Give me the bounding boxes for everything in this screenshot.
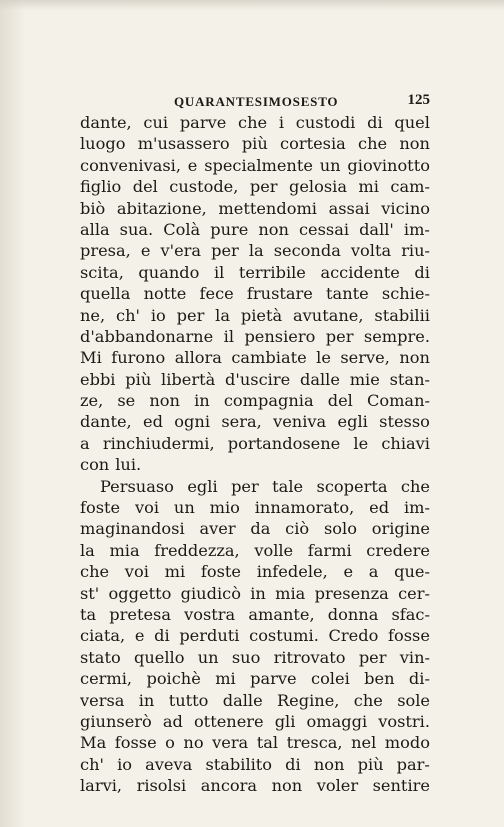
word: e [187, 155, 198, 175]
word: mia [109, 540, 140, 560]
word: non [313, 754, 345, 774]
word: d'uscire [225, 369, 291, 389]
word: per [249, 177, 278, 197]
word: fosse [114, 733, 157, 753]
word: frustare [246, 284, 313, 304]
text-line [80, 711, 430, 732]
text-line [80, 219, 430, 240]
word: giovinotto [347, 155, 430, 175]
word: ta [80, 604, 97, 624]
text-line [80, 647, 430, 668]
word: ch' [116, 305, 140, 325]
word: ed [369, 498, 390, 518]
text-line [80, 198, 430, 219]
word: egli [187, 476, 218, 496]
word: serve, [340, 348, 390, 368]
word: veniva [273, 412, 327, 432]
word: non [149, 391, 180, 411]
word: scoperta [316, 476, 388, 496]
word: quello [133, 647, 185, 667]
word: egli [337, 412, 368, 432]
word: un [319, 155, 341, 175]
word: cam- [390, 177, 430, 197]
word: un [197, 647, 219, 667]
word: stabilito [205, 754, 273, 774]
text-line [80, 262, 430, 283]
word: ze, [80, 391, 104, 411]
word: aver [199, 519, 236, 539]
word: in [194, 391, 210, 411]
text-line [80, 240, 430, 261]
word: costumi. [249, 626, 319, 646]
word: non [271, 776, 303, 796]
word: convenivasi, [80, 155, 181, 175]
word: omaggi [306, 711, 368, 731]
word: di [367, 113, 383, 132]
word: lui. [115, 455, 142, 475]
body-text [80, 112, 430, 797]
word: portandosene [227, 433, 341, 453]
word: credere [366, 540, 430, 560]
word: donna [327, 604, 379, 624]
word: sera, [221, 412, 262, 432]
word: la [80, 540, 95, 560]
word: ritrovato [273, 647, 346, 667]
text-line [80, 305, 430, 326]
word: figlio [80, 177, 122, 197]
text-line [80, 561, 430, 582]
word: parve [250, 669, 297, 689]
word: il [223, 326, 234, 346]
word: terribile [238, 262, 306, 282]
running-title: QUARANTESIMOSESTO [174, 94, 339, 109]
word: io [150, 305, 166, 325]
word: schie- [381, 284, 430, 304]
text-line [80, 690, 430, 711]
text-line [80, 112, 430, 133]
word: innamorato, [254, 498, 355, 518]
word: pietà [240, 305, 283, 325]
word: vostri. [378, 711, 430, 731]
word: foste [200, 562, 241, 582]
word: a [80, 433, 90, 453]
word: perduti [179, 626, 240, 646]
word: im- [403, 219, 430, 239]
word: quando [138, 262, 200, 282]
word: infedele, [256, 562, 328, 582]
word: custodi [295, 113, 356, 132]
text-line [80, 433, 430, 454]
word: sempre. [363, 326, 430, 346]
word: avutane, [293, 305, 364, 325]
word: nel [351, 733, 377, 753]
word: e [343, 562, 354, 582]
word: ottenere [193, 711, 264, 731]
page-number: 125 [407, 92, 430, 108]
text-line [80, 133, 430, 154]
word: ne, [80, 305, 106, 325]
word: giunserò [80, 711, 152, 731]
word: le [353, 433, 369, 453]
word: riu- [401, 241, 430, 261]
word: freddezza, [154, 540, 240, 560]
word: dalle [299, 369, 340, 389]
word: im- [403, 498, 430, 518]
word: sfac- [391, 604, 430, 624]
word: quel [394, 113, 430, 132]
word: se [117, 391, 136, 411]
word: quella [80, 284, 131, 304]
text-line [80, 604, 430, 625]
word: dall' [359, 219, 394, 239]
word: pure [210, 219, 249, 239]
word: dante, [80, 113, 132, 132]
word: del [132, 177, 158, 197]
word: Regine, [276, 690, 340, 710]
word: dalle [222, 690, 263, 710]
word: la [248, 241, 264, 261]
word: voler [316, 776, 359, 796]
word: io [117, 754, 133, 774]
word: foste [80, 498, 121, 518]
word: il [213, 262, 225, 282]
text-line [80, 540, 430, 561]
word: più [357, 754, 384, 774]
word: o [165, 733, 175, 753]
word: custode, [169, 177, 239, 197]
word: ciata, [80, 626, 126, 646]
word: che [80, 562, 110, 582]
word: cortesia [280, 134, 346, 154]
text-line [80, 390, 430, 411]
word: di [285, 754, 301, 774]
word: mie [349, 369, 380, 389]
word: amante, [248, 604, 315, 624]
word: di- [408, 669, 430, 689]
word: no [183, 733, 204, 753]
word: del [327, 391, 353, 411]
word: stabilii [374, 305, 430, 325]
word: d'abbandonarne [80, 326, 214, 346]
word: mi [215, 669, 236, 689]
word: seconda [273, 241, 341, 261]
word: la [215, 305, 230, 325]
word: risolsi [136, 776, 187, 796]
word: Coman- [366, 391, 430, 411]
word: Mi [80, 348, 102, 368]
word: vostra [184, 604, 236, 624]
word: e [140, 241, 151, 261]
word: che [353, 690, 383, 710]
word: per [211, 241, 239, 261]
text-line [80, 668, 430, 689]
word: ed [143, 412, 163, 432]
word: Ma [80, 733, 107, 753]
word: oggetto [108, 583, 172, 603]
word: ogni [174, 412, 210, 432]
text-line [80, 454, 430, 475]
word: chiavi [381, 433, 430, 453]
word: versa [80, 690, 125, 710]
word: più [125, 369, 152, 389]
word: Credo [328, 626, 379, 646]
word: larvi, [80, 776, 123, 796]
word: tal [256, 733, 279, 753]
word: cermi, [80, 669, 133, 689]
word: suo [231, 647, 261, 667]
word: vin- [399, 647, 430, 667]
word: di [414, 262, 430, 282]
word: aveva [145, 754, 193, 774]
word: non [258, 219, 289, 239]
word: farmi [307, 540, 352, 560]
text-line [80, 732, 430, 753]
word: dante, [80, 412, 132, 432]
word: notte [143, 284, 187, 304]
word: cambiate [231, 348, 307, 368]
page-header [116, 92, 438, 112]
text-line [80, 518, 430, 539]
word: e [134, 626, 145, 646]
word: abitazione, [116, 198, 207, 218]
word: i [278, 113, 285, 132]
word: gelosia [288, 177, 347, 197]
word: libertà [161, 369, 216, 389]
word: gli [274, 711, 296, 731]
text-line [80, 497, 430, 518]
word: volle [254, 540, 294, 560]
word: fosse [387, 626, 430, 646]
text-line [80, 476, 430, 497]
word: ebbi [80, 369, 116, 389]
word: solo [323, 519, 357, 539]
word: per [325, 326, 354, 346]
word: mi [164, 562, 186, 582]
word: colei [311, 669, 350, 689]
word: ch' [80, 754, 104, 774]
text-line [80, 369, 430, 390]
word: rinchiudermi, [102, 433, 215, 453]
word: modo [384, 733, 430, 753]
word: le [316, 348, 331, 368]
word: non [399, 348, 430, 368]
word: specialmente [204, 155, 313, 175]
word: per [231, 476, 259, 496]
text-line [80, 411, 430, 432]
word: accidente [320, 262, 400, 282]
word: luogo [80, 134, 126, 154]
text-line [80, 347, 430, 368]
word: compagnia [223, 391, 314, 411]
word: da [250, 519, 271, 539]
word: presa, [80, 241, 131, 261]
word: st' [80, 583, 100, 603]
word: origine [371, 519, 430, 539]
word: mio [209, 498, 240, 518]
word: ben [364, 669, 395, 689]
word: poichè [146, 669, 201, 689]
word: furono [111, 348, 166, 368]
word: ancora [200, 776, 258, 796]
word: fece [199, 284, 234, 304]
word: vicino [381, 198, 430, 218]
word: per [358, 647, 387, 667]
word: ad [162, 711, 183, 731]
word: tante [326, 284, 369, 304]
word: tutto [168, 690, 209, 710]
word: in [250, 583, 266, 603]
word: giudicò [180, 583, 241, 603]
word: sua. [119, 219, 154, 239]
word: vera [212, 733, 249, 753]
text-line [80, 155, 430, 176]
word: che [400, 476, 430, 496]
word: ciò [285, 519, 310, 539]
text-line [80, 583, 430, 604]
word: pensiero [244, 326, 316, 346]
word: mia [275, 583, 306, 603]
word: assai [328, 198, 370, 218]
word: voi [134, 498, 160, 518]
word: un [173, 498, 195, 518]
word: sole [397, 690, 430, 710]
word: tresca, [286, 733, 343, 753]
word: di [154, 626, 170, 646]
word: v'era [160, 241, 202, 261]
word: per [176, 305, 205, 325]
word: voi [124, 562, 149, 582]
word: stan- [389, 369, 430, 389]
text-line [80, 283, 430, 304]
word: stesso [379, 412, 430, 432]
word: a [368, 562, 379, 582]
word: cer- [398, 583, 430, 603]
word: in [138, 690, 155, 710]
word: cui [143, 113, 169, 132]
word: stato [80, 647, 121, 667]
text-line [80, 775, 430, 796]
text-line [80, 326, 430, 347]
word: parve [179, 113, 227, 132]
word: presenza [314, 583, 389, 603]
word: maginandosi [80, 519, 185, 539]
word: cessai [298, 219, 350, 239]
word: m'usassero [137, 134, 230, 154]
word: allora [174, 348, 222, 368]
text-line [80, 176, 430, 197]
word: mettendomi [218, 198, 317, 218]
word: que- [394, 562, 430, 582]
word: Persuaso [100, 476, 174, 496]
word: pretesa [109, 604, 171, 624]
word: alla [80, 219, 110, 239]
word: biò [80, 198, 106, 218]
word: più [241, 134, 268, 154]
word: mi [358, 177, 379, 197]
word: che [358, 134, 388, 154]
text-line [80, 625, 430, 646]
word: con [80, 455, 110, 475]
word: tale [272, 476, 304, 496]
word: volta [350, 241, 392, 261]
word: par- [396, 754, 430, 774]
word: non [399, 134, 430, 154]
word: Colà [163, 219, 201, 239]
text-line [80, 754, 430, 775]
word: scita, [80, 262, 124, 282]
word: che [238, 113, 268, 132]
word: sentire [372, 776, 430, 796]
